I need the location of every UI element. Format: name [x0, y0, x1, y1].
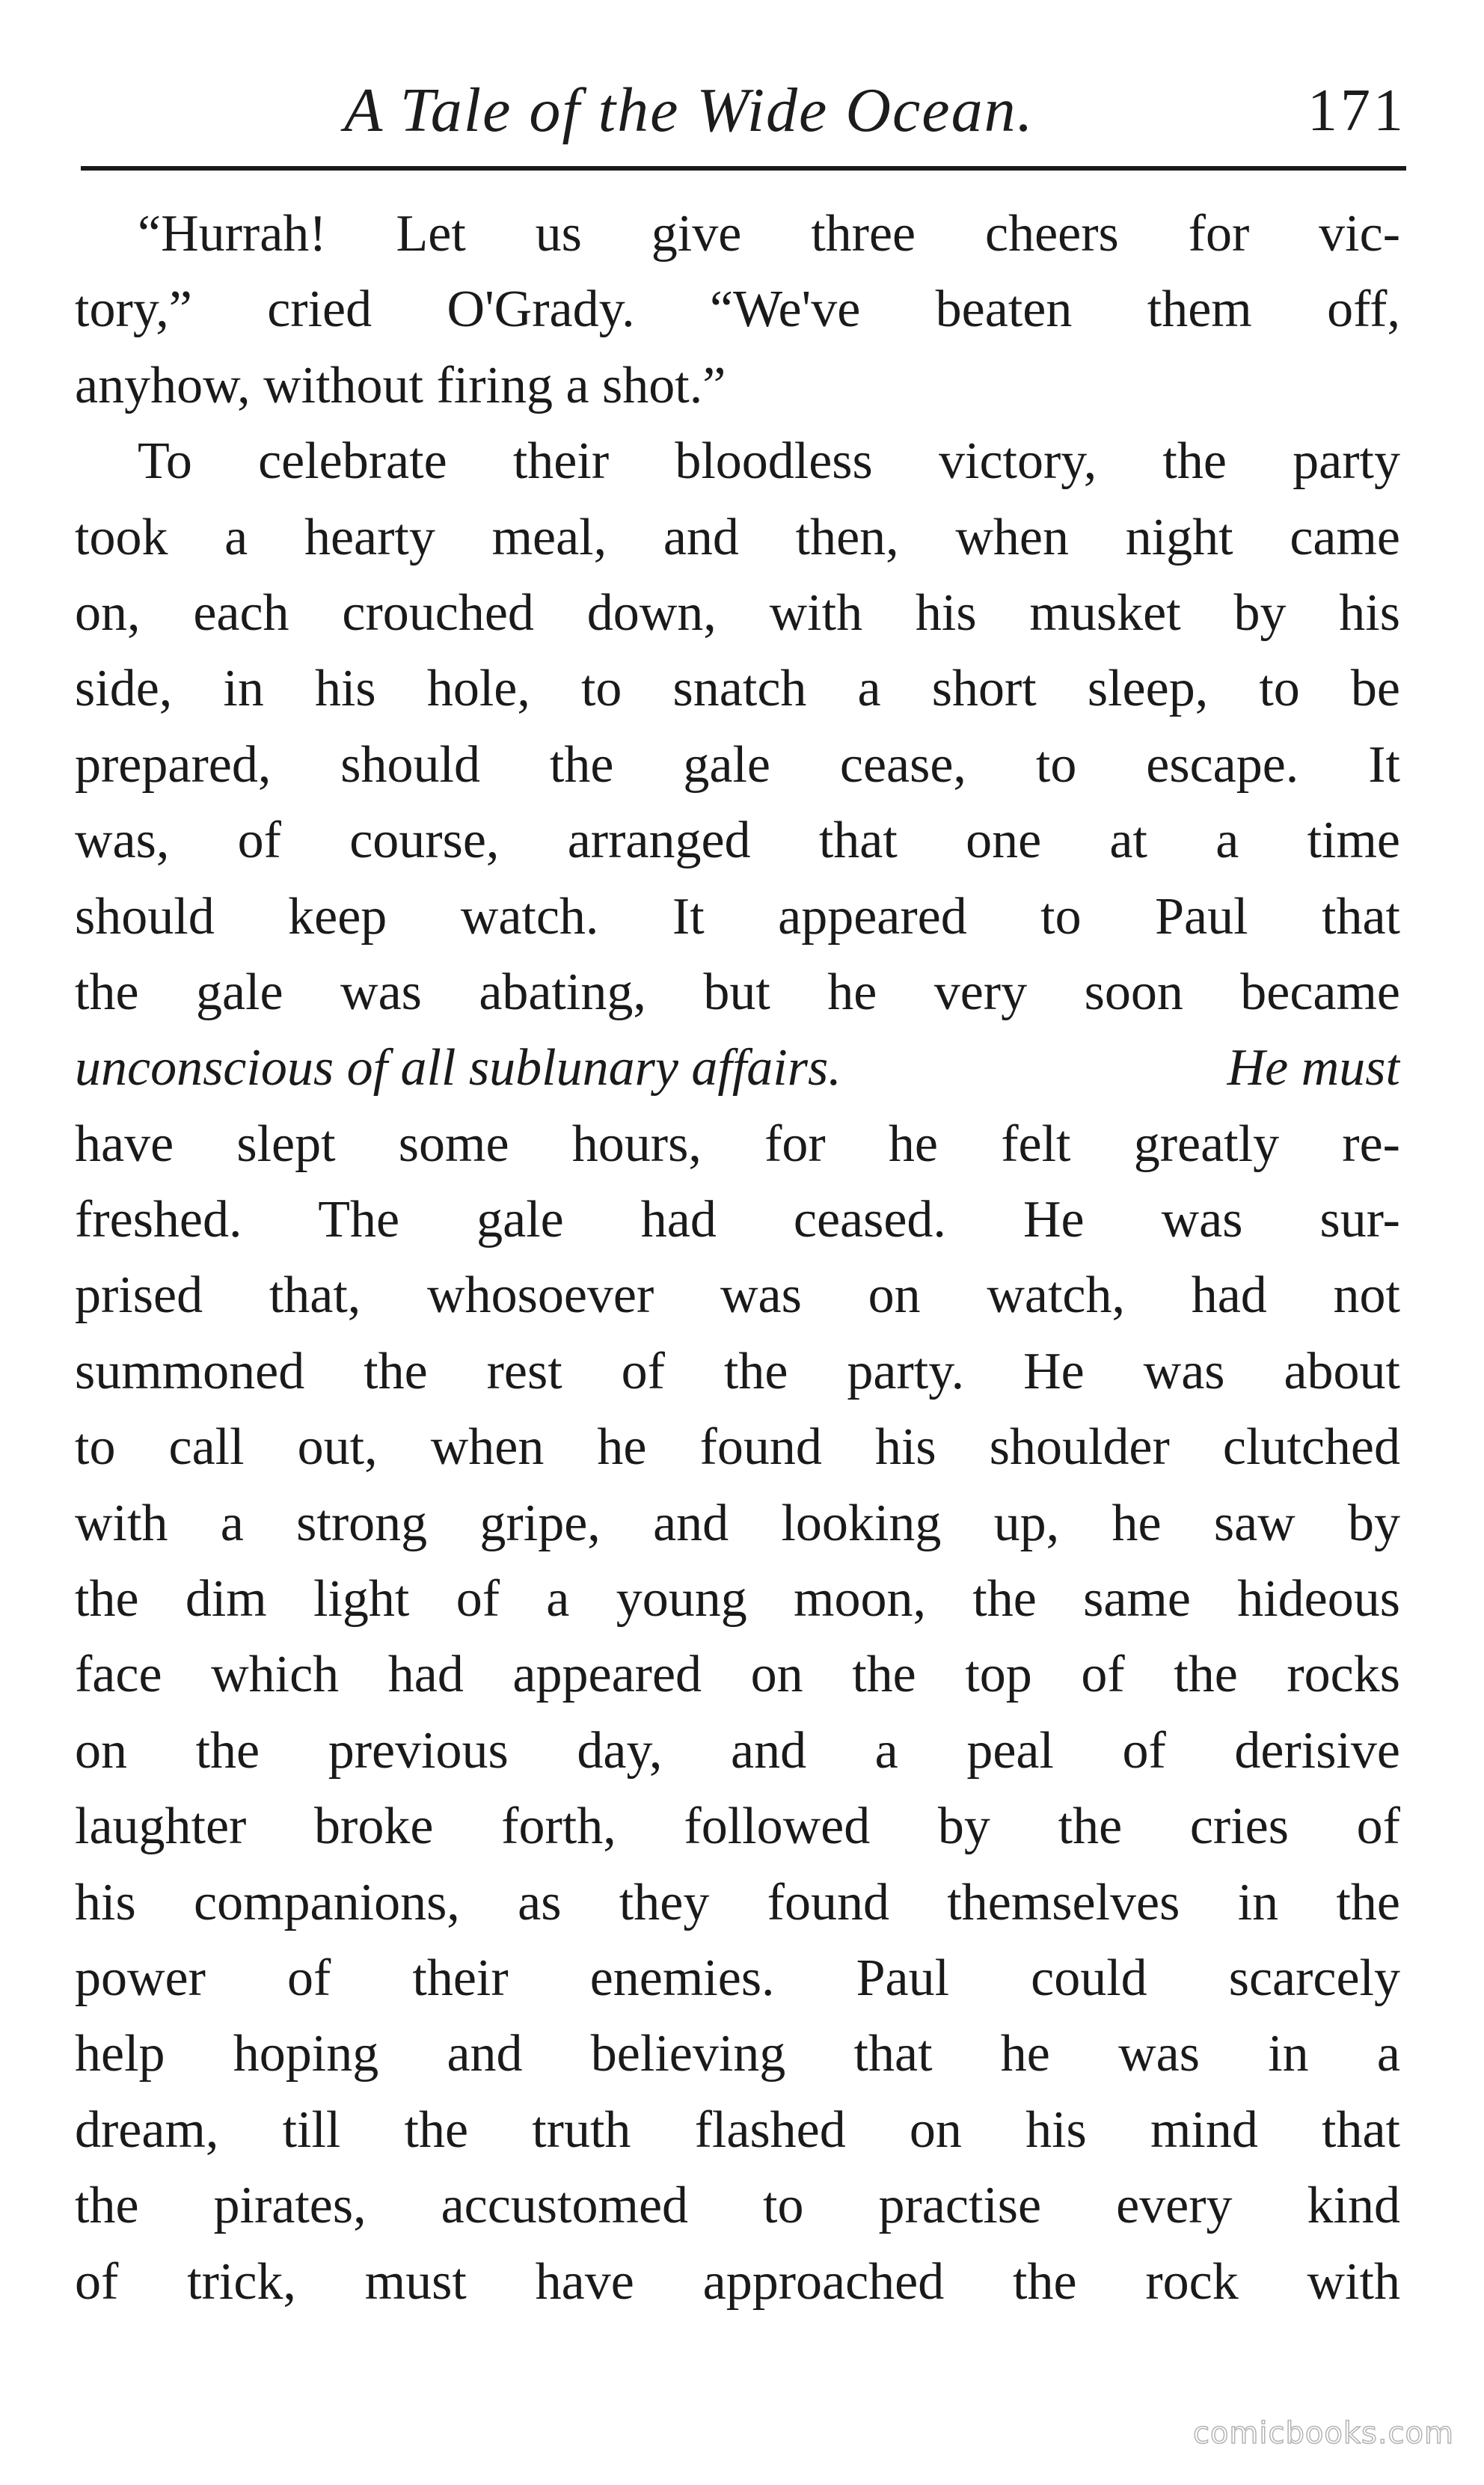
text-line: the dim light of a young moon, the same hideous: [75, 1570, 1400, 1628]
text-line: the gale was abating, but he very soon became: [75, 963, 1400, 1021]
header-rule: [81, 166, 1406, 171]
text-line: have slept some hours, for he felt greatly re-: [75, 1115, 1400, 1173]
running-title: A Tale of the Wide Ocean.: [344, 76, 1034, 145]
text-line: on the previous day, and a peal of derisive: [75, 1721, 1400, 1780]
body-text: [75, 196, 1400, 2320]
text-line: laughter broke forth, followed by the cries of: [75, 1798, 1400, 1856]
running-head: [75, 66, 1406, 156]
italic-text: unconscious of all sublunary affairs.: [75, 1039, 841, 1097]
text-line: prepared, should the gale cease, to escape. It: [75, 735, 1400, 794]
text-line: took a hearty meal, and then, when night came: [75, 508, 1400, 566]
text-line: his companions, as they found themselves in the: [75, 1873, 1400, 1931]
text-line: To celebrate their bloodless victory, the party: [138, 432, 1400, 491]
text-line-mixed: [75, 1030, 1400, 1106]
italic-text: He must: [1227, 1039, 1400, 1097]
text-line: to call out, when he found his shoulder clutched: [75, 1418, 1400, 1477]
text-line: was, of course, arranged that one at a time: [75, 812, 1400, 870]
text-line: the pirates, accustomed to practise every kind: [75, 2177, 1400, 2235]
text-line: with a strong gripe, and looking up, he saw by: [75, 1494, 1400, 1552]
text-line: prised that, whosoever was on watch, had not: [75, 1266, 1400, 1325]
text-line: of trick, must have approached the rock with: [75, 2252, 1400, 2311]
text-line: “Hurrah! Let us give three cheers for vic-: [138, 205, 1400, 263]
text-line: help hoping and believing that he was in a: [75, 2025, 1400, 2083]
text-line: summoned the rest of the party. He was about: [75, 1342, 1400, 1400]
text-line: dream, till the truth flashed on his mind that: [75, 2101, 1400, 2159]
text-line: power of their enemies. Paul could scarcely: [75, 1949, 1400, 2007]
text-line: anyhow, without firing a shot.”: [75, 356, 726, 414]
watermark: comicbooks.com: [1192, 2416, 1454, 2451]
text-line: on, each crouched down, with his musket by his: [75, 583, 1400, 642]
text-line: freshed. The gale had ceased. He was sur-: [75, 1191, 1400, 1249]
text-line: should keep watch. It appeared to Paul that: [75, 887, 1400, 946]
text-line: face which had appeared on the top of the rocks: [75, 1646, 1400, 1704]
text-line: tory,” cried O'Grady. “We've beaten them off,: [75, 281, 1400, 339]
page-number: 171: [1307, 78, 1406, 144]
text-line: side, in his hole, to snatch a short sleep, to be: [75, 660, 1400, 718]
